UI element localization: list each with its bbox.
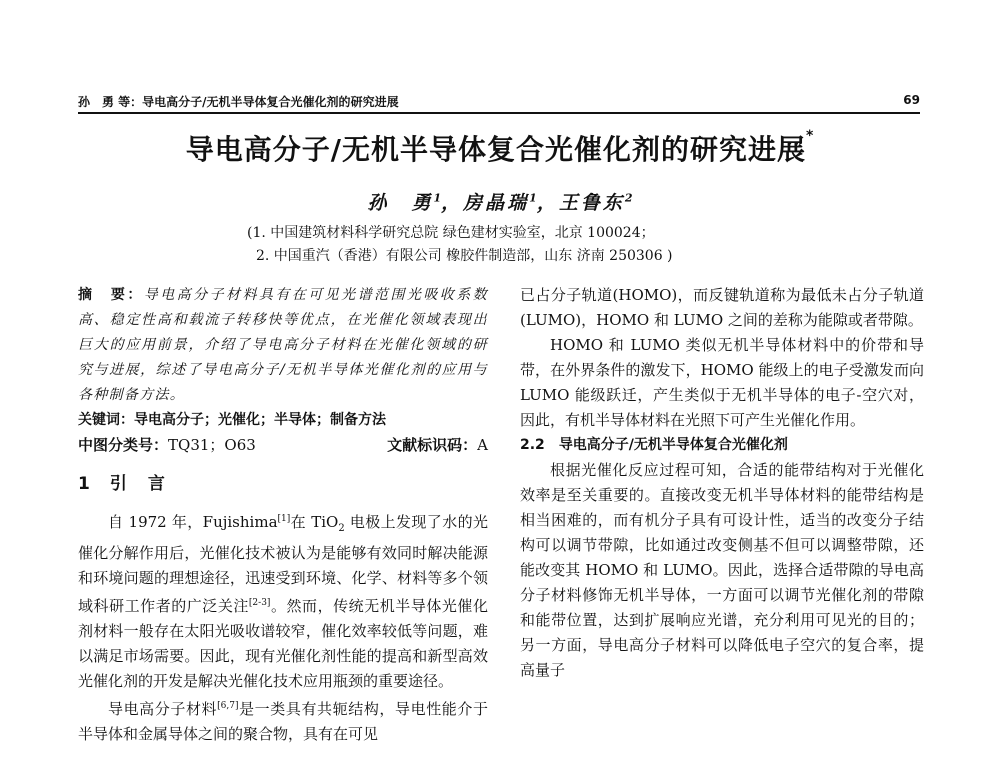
section-number: 1 [78,474,92,494]
author-name: 房晶瑞 [463,192,530,214]
subsection-title: 导电高分子/无机半导体复合光催化剂 [558,437,788,453]
section-title: 引 言 [109,474,167,494]
keywords-text: 导电高分子；光催化；半导体；制备方法 [134,412,386,428]
intro-paragraph-1 [78,507,488,694]
right-paragraph-2: 根据光催化反应过程可知，合适的能带结构对于光催化效率是至关重要的。直接改变无机半导体材料的能带结构是相当困难的，而有机分子具有可设计性，适当的改变分子结构可以调节带隙，比如通过改变侧基不但可以调整带隙，还能改变其 HOMO 和 LUMO。因此，选择合适带隙的导电高分子材料修饰无机半导体，一方面可以调节光催化剂的带隙和能带位置，达到扩展响应光谱，充分利用可见光的目的；另一方面，导电高分子材料可以降低电子空穴的复合率，提高量子 [520,461,924,679]
author-name: 王鲁东 [558,192,625,214]
running-title: 孙 勇 等：导电高分子/无机半导体复合光催化剂的研究进展 [78,95,399,109]
text-run: 电极上发现了水的光催化分解作用后，光催化技术被认为是能够有效同时解决能源和环境问题的理想途径，迅速受到环境、化学、材料等多个领域科研工作者的广泛关注 [78,513,488,615]
subsection-heading [520,433,924,458]
page-number: 69 [903,93,920,107]
citation: [1] [277,514,291,524]
subsection-number: 2.2 [520,437,545,453]
abstract [78,283,488,408]
affiliation-1: (1. 中国建筑材料科学研究总院 绿色建材实验室，北京 100024； [247,225,655,241]
paper-title [0,128,1000,168]
text-run: 自 1972 年，Fujishima [108,513,278,531]
author-affiliation-mark: 2 [624,191,633,205]
citation: [6,7] [217,701,239,711]
classification-line [78,433,488,458]
left-column [78,283,488,747]
text-run: 在 TiO [290,513,339,531]
affiliation-2: 2. 中国重汽（香港）有限公司 橡胶件制造部，山东 济南 250306 ) [256,248,673,264]
doc-code: A [477,436,488,454]
section-heading-intro [78,472,488,497]
running-header [78,92,920,114]
right-column [520,283,924,683]
text-run: 导电高分子材料 [108,700,218,718]
text-run: 是一类具有共轭结构，导电性能介于半导体和金属导体之间的聚合物，具有在可见 [78,700,488,743]
author-affiliation-mark: 1 [433,191,442,205]
doc-code-label: 文献标识码： [387,436,478,454]
keywords-label: 关键词： [78,412,134,428]
keywords [78,408,488,433]
text-run: 。然而，传统无机半导体光催化剂材料一般存在太阳光吸收谱较窄，催化效率较低等问题，难以满足市场需要。因此，现有光催化剂性能的提高和新型高效光催化剂的开发是解决光催化技术应用瓶颈的重要途径。 [78,597,488,690]
author-name: 孙 勇 [367,192,434,214]
subscript: 2 [338,523,345,534]
intro-paragraph-2 [78,694,488,747]
paper-title-text: 导电高分子/无机半导体复合光催化剂的研究进展 [185,133,806,166]
title-footnote-mark: * [805,128,815,144]
clc-code: TQ31；O63 [168,436,256,454]
right-paragraph-0: 已占分子轨道(HOMO)，而反键轨道称为最低未占分子轨道(LUMO)，HOMO 和 LUMO 之间的差称为能隙或者带隙。 [520,286,924,329]
author-list: 孙 勇$^1$，房晶瑞$^1$，王鲁东$^2$ [367,191,633,214]
citation: [2-3] [248,598,271,608]
author-affiliation-mark: 1 [529,191,537,205]
abstract-label: 摘 要： [78,287,144,303]
clc-label: 中图分类号： [78,436,169,454]
right-paragraph-1: HOMO 和 LUMO 类似无机半导体材料中的价带和导带，在外界条件的激发下，HOMO 能级上的电子受激发而向 LUMO 能级跃迁，产生类似于无机半导体的电子-空穴对，因此，有机半导体材料在光照下可产生光催化作用。 [520,336,924,429]
abstract-text: 导电高分子材料具有在可见光谱范围光吸收系数高、稳定性高和载流子转移快等优点，在光催化领域表现出巨大的应用前景，介绍了导电高分子材料在光催化领域的研究与进展，综述了导电高分子/无机半导体光催化剂的应用与各种制备方法。 [78,287,488,403]
